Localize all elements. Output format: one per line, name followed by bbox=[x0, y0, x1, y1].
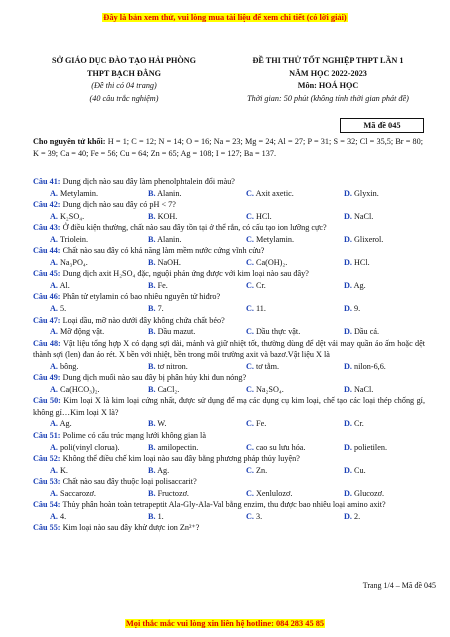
option-text: HCl. bbox=[256, 211, 272, 221]
option-text: Alanin. bbox=[157, 188, 182, 198]
question-number: Câu 50: bbox=[33, 396, 61, 406]
exam-header bbox=[218, 55, 438, 105]
answer-options bbox=[33, 418, 425, 430]
option-text: 1. bbox=[157, 511, 164, 521]
option-text: Na₃PO₄. bbox=[60, 257, 88, 267]
answer-option[interactable] bbox=[33, 303, 131, 315]
answer-option[interactable] bbox=[33, 361, 131, 373]
option-text: Fe. bbox=[157, 280, 168, 290]
preview-banner-text: Đây là bản xem thử, vui lòng mua tài liệu để xem chi tiết (có lời giải) bbox=[103, 13, 347, 22]
option-letter: D. bbox=[344, 361, 352, 371]
question-text: Dung dịch nào sau đây có pH < 7? bbox=[62, 200, 176, 210]
answer-option[interactable] bbox=[327, 511, 425, 523]
option-text: CaCl₂. bbox=[157, 384, 180, 394]
question-text: Không thể điều chế kim loại nào sau đây bằng phương pháp thủy luyện? bbox=[62, 454, 300, 464]
option-text: Mỡ động vật. bbox=[60, 327, 105, 337]
option-text: NaOH. bbox=[157, 257, 181, 267]
option-text: Cu. bbox=[354, 465, 366, 475]
question-text: Dung dịch nào sau đây làm phenolphtalein đổi màu? bbox=[62, 177, 235, 186]
time-limit: Thời gian: 50 phút (không tính thời gian phát đề) bbox=[247, 93, 409, 103]
exam-title: ĐỀ THI THỬ TỐT NGHIỆP THPT LẦN 1 bbox=[252, 56, 404, 65]
answer-option[interactable] bbox=[131, 488, 229, 500]
option-text: Zn. bbox=[256, 465, 268, 475]
question-number: Câu 46: bbox=[33, 292, 61, 302]
option-letter: C. bbox=[246, 304, 254, 314]
option-text: K. bbox=[60, 465, 68, 475]
option-text: Fe. bbox=[256, 419, 267, 429]
question-number: Câu 41: bbox=[33, 177, 61, 186]
answer-options bbox=[33, 234, 425, 246]
option-letter: B. bbox=[148, 188, 156, 198]
option-letter: B. bbox=[148, 384, 156, 394]
answer-option[interactable] bbox=[131, 418, 229, 430]
option-text: Saccarozơ. bbox=[60, 488, 96, 498]
option-letter: D. bbox=[344, 257, 352, 267]
atomic-masses bbox=[33, 136, 423, 159]
option-text: 7. bbox=[157, 304, 164, 314]
department-name: SỞ GIÁO DỤC ĐÀO TẠO HẢI PHÒNG bbox=[51, 56, 197, 65]
option-letter: D. bbox=[344, 419, 352, 429]
option-letter: C. bbox=[246, 384, 254, 394]
option-letter: D. bbox=[344, 304, 352, 314]
answer-options bbox=[33, 188, 425, 200]
answer-option[interactable] bbox=[33, 488, 131, 500]
question-stem bbox=[33, 291, 425, 303]
question-stem bbox=[33, 199, 425, 211]
answer-option[interactable] bbox=[131, 257, 229, 269]
option-text: Cr. bbox=[354, 419, 364, 429]
answer-options bbox=[33, 257, 425, 269]
answer-options bbox=[33, 326, 425, 338]
option-letter: A. bbox=[50, 188, 58, 198]
answer-option[interactable] bbox=[229, 188, 327, 200]
option-text: Ca(OH)₂. bbox=[256, 257, 288, 267]
option-text: Axit axetic. bbox=[255, 188, 294, 198]
answer-option[interactable] bbox=[229, 488, 327, 500]
answer-option[interactable] bbox=[131, 384, 229, 396]
page-footer: Trang 1/4 – Mã đề 045 bbox=[362, 581, 436, 590]
question-item bbox=[33, 453, 425, 476]
option-text: cao su lưu hóa. bbox=[256, 442, 306, 452]
answer-options bbox=[33, 511, 425, 523]
option-letter: B. bbox=[148, 327, 156, 337]
option-letter: C. bbox=[246, 234, 254, 244]
question-stem bbox=[33, 222, 425, 234]
question-item bbox=[33, 199, 425, 222]
answer-option[interactable] bbox=[229, 361, 327, 373]
option-text: HCl. bbox=[354, 257, 370, 267]
question-stem bbox=[33, 499, 425, 511]
question-number: Câu 49: bbox=[33, 373, 61, 383]
question-stem bbox=[33, 245, 425, 257]
answer-option[interactable] bbox=[327, 280, 425, 292]
question-number: Câu 42: bbox=[33, 200, 61, 210]
option-text: Dầu mazut. bbox=[157, 327, 196, 337]
question-text: Loại dầu, mỡ nào dưới đây không chứa chất béo? bbox=[62, 315, 225, 325]
option-text: poli(vinyl clorua). bbox=[60, 442, 120, 452]
answer-option[interactable] bbox=[131, 326, 229, 338]
question-stem bbox=[33, 315, 425, 327]
question-item bbox=[33, 499, 425, 522]
question-item bbox=[33, 522, 425, 534]
question-item bbox=[33, 315, 425, 338]
school-name: THPT BẠCH ĐẰNG bbox=[87, 68, 161, 78]
option-letter: A. bbox=[50, 257, 58, 267]
option-text: Metylamin. bbox=[256, 234, 294, 244]
question-count-note: (40 câu trắc nghiệm) bbox=[89, 93, 159, 103]
option-letter: A. bbox=[50, 465, 58, 475]
answer-option[interactable] bbox=[131, 280, 229, 292]
option-text: Al. bbox=[59, 280, 70, 290]
answer-option[interactable] bbox=[131, 511, 229, 523]
option-text: nilon-6,6. bbox=[354, 361, 386, 371]
option-text: Ag. bbox=[157, 465, 170, 475]
question-number: Câu 48: bbox=[33, 338, 61, 348]
option-letter: B. bbox=[148, 361, 156, 371]
option-text: Alanin. bbox=[157, 234, 182, 244]
question-number: Câu 45: bbox=[33, 269, 61, 279]
option-letter: D. bbox=[344, 327, 352, 337]
question-number: Câu 44: bbox=[33, 246, 61, 256]
option-letter: B. bbox=[148, 304, 156, 314]
option-letter: C. bbox=[246, 465, 254, 475]
question-text: Kim loại X là kim loại cứng nhất, được sử dụng để mạ các dụng cụ kim loại, chế tạo các loại thép chống gỉ, không gỉ…Kim loại X là? bbox=[33, 396, 425, 417]
answer-options bbox=[33, 211, 425, 223]
option-letter: B. bbox=[148, 465, 156, 475]
option-letter: B. bbox=[148, 511, 156, 521]
answer-option[interactable] bbox=[33, 442, 131, 454]
option-text: NaCl. bbox=[354, 384, 374, 394]
school-header bbox=[33, 55, 215, 105]
question-text: Chất nào sau đây thuộc loại polisaccarit? bbox=[62, 477, 197, 487]
exam-code-box: Mã đề 045 bbox=[340, 118, 424, 133]
option-text: amilopectin. bbox=[157, 442, 199, 452]
question-stem bbox=[33, 395, 425, 418]
answer-option[interactable] bbox=[33, 465, 131, 477]
question-item bbox=[33, 222, 425, 245]
question-number: Câu 51: bbox=[33, 431, 61, 441]
question-item bbox=[33, 268, 425, 291]
option-letter: A. bbox=[50, 442, 58, 452]
question-text: Chất nào sau đây có khả năng làm mềm nước cứng vĩnh cửu? bbox=[62, 246, 265, 256]
option-text: tơ tằm. bbox=[256, 361, 279, 371]
subject: Môn: HOÁ HỌC bbox=[297, 81, 359, 90]
option-letter: C. bbox=[246, 257, 254, 267]
option-text: 5. bbox=[60, 304, 67, 314]
answer-option[interactable] bbox=[229, 442, 327, 454]
answer-option[interactable] bbox=[327, 361, 425, 373]
option-letter: C. bbox=[246, 280, 254, 290]
option-letter: B. bbox=[148, 488, 156, 498]
question-item bbox=[33, 395, 425, 430]
answer-option[interactable] bbox=[327, 442, 425, 454]
option-letter: A. bbox=[50, 327, 58, 337]
answer-option[interactable] bbox=[33, 511, 131, 523]
question-item bbox=[33, 430, 425, 453]
question-stem bbox=[33, 430, 425, 442]
option-letter: B. bbox=[148, 211, 156, 221]
answer-option[interactable] bbox=[229, 303, 327, 315]
option-letter: A. bbox=[50, 211, 58, 221]
option-text: Cr. bbox=[256, 280, 266, 290]
option-text: Na₂SO₄. bbox=[256, 384, 284, 394]
option-text: Metylamin. bbox=[60, 188, 98, 198]
option-letter: D. bbox=[344, 488, 352, 498]
answer-option[interactable] bbox=[327, 465, 425, 477]
question-stem bbox=[33, 372, 425, 384]
answer-option[interactable] bbox=[33, 384, 131, 396]
question-stem bbox=[33, 476, 425, 488]
answer-option[interactable] bbox=[33, 326, 131, 338]
option-letter: D. bbox=[344, 234, 352, 244]
option-letter: A. bbox=[50, 234, 58, 244]
option-letter: B. bbox=[148, 234, 156, 244]
option-letter: C. bbox=[246, 442, 254, 452]
option-letter: A. bbox=[50, 511, 58, 521]
option-text: Dầu thực vật. bbox=[256, 327, 301, 337]
question-text: Kim loại nào sau đây khử được ion Zn²⁺? bbox=[62, 523, 200, 533]
answer-option[interactable] bbox=[131, 442, 229, 454]
question-stem bbox=[33, 522, 425, 534]
answer-options bbox=[33, 303, 425, 315]
answer-option[interactable] bbox=[229, 384, 327, 396]
answer-option[interactable] bbox=[327, 384, 425, 396]
preview-banner bbox=[0, 13, 450, 22]
answer-options bbox=[33, 465, 425, 477]
option-letter: D. bbox=[344, 384, 352, 394]
option-text: Ag. bbox=[59, 419, 72, 429]
answer-option[interactable] bbox=[327, 303, 425, 315]
answer-option[interactable] bbox=[229, 280, 327, 292]
question-list bbox=[33, 176, 425, 534]
answer-option[interactable] bbox=[229, 418, 327, 430]
answer-option[interactable] bbox=[33, 188, 131, 200]
option-text: 3. bbox=[256, 511, 263, 521]
option-letter: D. bbox=[344, 511, 352, 521]
answer-option[interactable] bbox=[327, 257, 425, 269]
question-text: Dung dịch axit H₂SO₄ đặc, nguội phản ứng được với kim loại nào sau đây? bbox=[62, 269, 309, 279]
question-text: Phân tử etylamin có bao nhiêu nguyên tử hiđro? bbox=[62, 292, 221, 302]
answer-option[interactable] bbox=[33, 234, 131, 246]
option-letter: D. bbox=[344, 465, 352, 475]
answer-option[interactable] bbox=[229, 211, 327, 223]
answer-option[interactable] bbox=[327, 488, 425, 500]
option-text: Glyxin. bbox=[354, 188, 379, 198]
page-count-note: (Đề thi có 04 trang) bbox=[91, 81, 157, 90]
option-letter: B. bbox=[148, 280, 156, 290]
option-text: 4. bbox=[60, 511, 67, 521]
option-text: bông. bbox=[60, 361, 79, 371]
question-number: Câu 52: bbox=[33, 454, 61, 464]
option-text: Ag. bbox=[353, 280, 366, 290]
question-stem bbox=[33, 338, 425, 361]
question-stem bbox=[33, 176, 425, 188]
option-text: Glixerol. bbox=[354, 234, 384, 244]
hotline-banner-text: Mọi thắc mắc vui lòng xin liên hệ hotline: 084 283 45 85 bbox=[125, 619, 325, 628]
option-text: polietilen. bbox=[354, 442, 387, 452]
option-text: Dầu cá. bbox=[354, 327, 380, 337]
question-item bbox=[33, 291, 425, 314]
question-number: Câu 53: bbox=[33, 477, 61, 487]
option-text: Glucozơ. bbox=[354, 488, 385, 498]
answer-option[interactable] bbox=[327, 234, 425, 246]
option-text: Triolein. bbox=[59, 234, 89, 244]
answer-options bbox=[33, 442, 425, 454]
option-letter: C. bbox=[246, 361, 254, 371]
option-text: NaCl. bbox=[354, 211, 374, 221]
answer-option[interactable] bbox=[327, 418, 425, 430]
option-letter: A. bbox=[50, 419, 58, 429]
option-letter: A. bbox=[50, 384, 58, 394]
answer-option[interactable] bbox=[229, 326, 327, 338]
option-letter: B. bbox=[148, 257, 156, 267]
question-text: Vật liệu tổng hợp X có dạng sợi dài, mảnh và giữ nhiệt tốt, thường dùng để dệt vải may quần áo ấm hoặc dệt thành sợi (len) đan áo rét. X bền với nhiệt, bền trong môi trường axit và bazơ.Vật liệu X là bbox=[33, 338, 426, 360]
answer-options bbox=[33, 384, 425, 396]
answer-option[interactable] bbox=[33, 257, 131, 269]
option-letter: D. bbox=[344, 211, 352, 221]
question-text: Dung dịch muối nào sau đây bị phân hủy khi đun nóng? bbox=[62, 373, 247, 383]
hotline-banner bbox=[0, 619, 450, 628]
question-stem bbox=[33, 453, 425, 465]
answer-option[interactable] bbox=[131, 303, 229, 315]
option-letter: C. bbox=[246, 327, 254, 337]
question-item bbox=[33, 372, 425, 395]
question-text: Polime có cấu trúc mạng lưới không gian là bbox=[62, 431, 206, 441]
option-letter: A. bbox=[50, 280, 58, 290]
option-text: Fructozơ. bbox=[157, 488, 189, 498]
school-year: NĂM HỌC 2022-2023 bbox=[289, 68, 367, 78]
option-letter: C. bbox=[246, 188, 254, 198]
option-letter: A. bbox=[50, 304, 58, 314]
answer-option[interactable] bbox=[131, 361, 229, 373]
answer-option[interactable] bbox=[229, 257, 327, 269]
option-letter: A. bbox=[50, 488, 58, 498]
answer-option[interactable] bbox=[327, 326, 425, 338]
option-text: KOH. bbox=[157, 211, 178, 221]
question-stem bbox=[33, 268, 425, 280]
answer-options bbox=[33, 361, 425, 373]
option-letter: D. bbox=[344, 442, 352, 452]
option-text: Xenlulozơ. bbox=[256, 488, 293, 498]
option-text: K₂SO₄. bbox=[60, 211, 85, 221]
atomic-masses-label: Cho nguyên tử khối: bbox=[33, 137, 106, 146]
option-text: W. bbox=[157, 419, 167, 429]
option-letter: B. bbox=[148, 442, 156, 452]
answer-option[interactable] bbox=[131, 188, 229, 200]
option-letter: D. bbox=[344, 280, 352, 290]
answer-option[interactable] bbox=[229, 234, 327, 246]
atomic-masses-values: H = 1; C = 12; N = 14; O = 16; Na = 23; Mg = 24; Al = 27; P = 31; S = 32; Cl = 35,5; Br = 80; K = 39; Ca = 40; Fe = 56; Cu = 64; Zn = 65; Ag = 108; I = 127; Ba = 137. bbox=[33, 137, 424, 158]
question-text: Ở điều kiện thường, chất nào sau đây tồn tại ở thể rắn, có cấu tạo ion lưỡng cực? bbox=[62, 223, 327, 233]
question-item bbox=[33, 176, 425, 199]
option-letter: C. bbox=[246, 488, 254, 498]
answer-options bbox=[33, 280, 425, 292]
question-number: Câu 43: bbox=[33, 223, 61, 233]
option-letter: C. bbox=[246, 511, 254, 521]
option-letter: C. bbox=[246, 211, 254, 221]
question-text: Thủy phân hoàn toàn tetrapeptit Ala-Gly-Ala-Val bằng enzim, thu được bao nhiêu loại amino axit? bbox=[62, 500, 386, 510]
answer-option[interactable] bbox=[131, 234, 229, 246]
question-number: Câu 47: bbox=[33, 315, 61, 325]
option-letter: A. bbox=[50, 361, 58, 371]
question-item bbox=[33, 476, 425, 499]
answer-option[interactable] bbox=[327, 188, 425, 200]
answer-option[interactable] bbox=[131, 211, 229, 223]
answer-option[interactable] bbox=[327, 211, 425, 223]
option-text: Ca(HCO₃)₂. bbox=[60, 384, 100, 394]
option-letter: B. bbox=[148, 419, 156, 429]
answer-option[interactable] bbox=[33, 418, 131, 430]
question-number: Câu 55: bbox=[33, 523, 61, 533]
question-item bbox=[33, 338, 425, 373]
answer-option[interactable] bbox=[131, 465, 229, 477]
question-item bbox=[33, 245, 425, 268]
answer-option[interactable] bbox=[33, 280, 131, 292]
option-text: tơ nitron. bbox=[157, 361, 188, 371]
answer-option[interactable] bbox=[33, 211, 131, 223]
option-letter: D. bbox=[344, 188, 352, 198]
answer-option[interactable] bbox=[229, 511, 327, 523]
option-text: 2. bbox=[354, 511, 361, 521]
option-letter: C. bbox=[246, 419, 254, 429]
answer-options bbox=[33, 488, 425, 500]
question-number: Câu 54: bbox=[33, 500, 61, 510]
answer-option[interactable] bbox=[229, 465, 327, 477]
option-text: 11. bbox=[256, 304, 266, 314]
option-text: 9. bbox=[354, 304, 361, 314]
